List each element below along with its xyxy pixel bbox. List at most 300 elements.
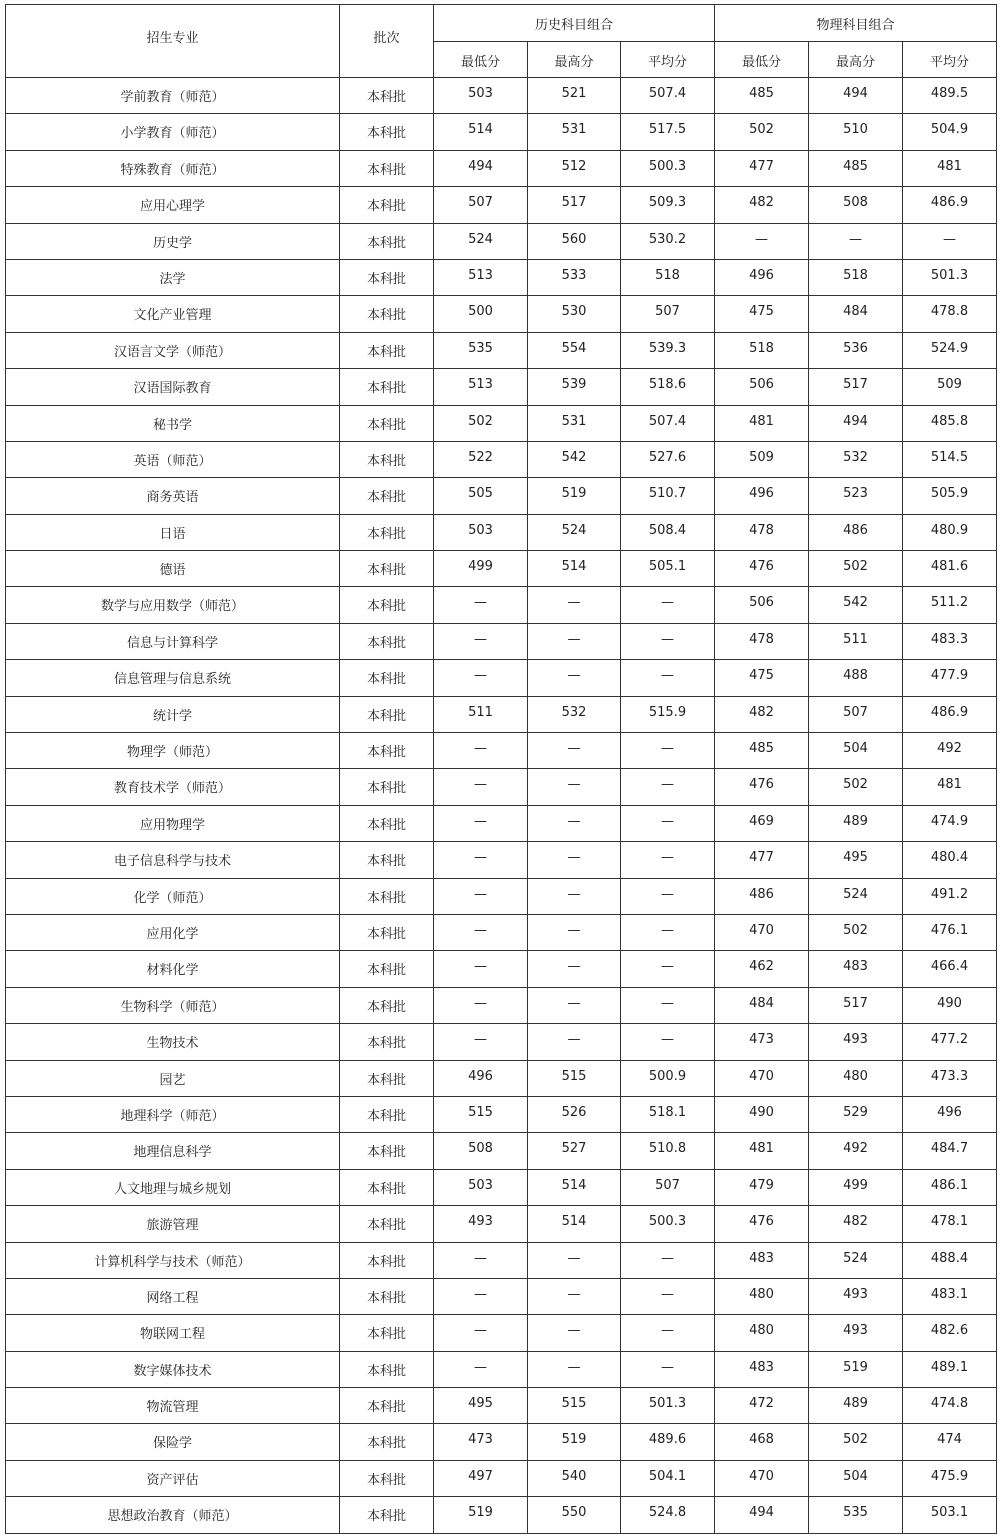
cell-batch: 本科批 <box>340 623 434 659</box>
cell-physics-min: 483 <box>715 1351 809 1387</box>
cell-history-avg: 507.4 <box>621 78 715 114</box>
cell-history-avg: 539.3 <box>621 332 715 368</box>
cell-physics-avg: 474.8 <box>903 1388 997 1424</box>
cell-major: 网络工程 <box>6 1278 340 1314</box>
header-physics-avg: 平均分 <box>903 42 997 78</box>
table-row <box>6 1424 997 1460</box>
cell-history-min: 507 <box>434 187 528 223</box>
cell-history-min: — <box>434 1024 528 1060</box>
cell-physics-min: 470 <box>715 1060 809 1096</box>
cell-history-min: — <box>434 805 528 841</box>
cell-major: 小学教育（师范） <box>6 114 340 150</box>
cell-history-max: — <box>528 587 621 623</box>
cell-history-avg: — <box>621 951 715 987</box>
cell-physics-min: 462 <box>715 951 809 987</box>
cell-history-min: 513 <box>434 259 528 295</box>
cell-major: 历史学 <box>6 223 340 259</box>
cell-physics-min: 468 <box>715 1424 809 1460</box>
cell-batch: 本科批 <box>340 1060 434 1096</box>
cell-history-min: 500 <box>434 296 528 332</box>
table-row <box>6 514 997 550</box>
table-row <box>6 369 997 405</box>
cell-physics-max: 492 <box>809 1133 903 1169</box>
cell-history-max: — <box>528 1242 621 1278</box>
cell-history-max: — <box>528 951 621 987</box>
cell-major: 统计学 <box>6 696 340 732</box>
table-row <box>6 769 997 805</box>
cell-batch: 本科批 <box>340 405 434 441</box>
cell-major: 计算机科学与技术（师范） <box>6 1242 340 1278</box>
cell-physics-max: — <box>809 223 903 259</box>
cell-history-max: 533 <box>528 259 621 295</box>
cell-physics-avg: 485.8 <box>903 405 997 441</box>
cell-history-min: 499 <box>434 551 528 587</box>
cell-batch: 本科批 <box>340 150 434 186</box>
cell-physics-min: 482 <box>715 187 809 223</box>
cell-history-min: 503 <box>434 514 528 550</box>
cell-physics-min: 480 <box>715 1315 809 1351</box>
cell-physics-max: 532 <box>809 441 903 477</box>
cell-physics-avg: 490 <box>903 987 997 1023</box>
cell-physics-min: 502 <box>715 114 809 150</box>
cell-physics-max: 508 <box>809 187 903 223</box>
admission-score-table <box>5 4 997 1534</box>
cell-physics-avg: 489.5 <box>903 78 997 114</box>
table-row <box>6 478 997 514</box>
cell-history-max: 515 <box>528 1060 621 1096</box>
cell-history-max: 515 <box>528 1388 621 1424</box>
cell-physics-max: 524 <box>809 878 903 914</box>
cell-physics-avg: 484.7 <box>903 1133 997 1169</box>
cell-physics-max: 502 <box>809 551 903 587</box>
cell-physics-avg: 483.1 <box>903 1278 997 1314</box>
cell-physics-min: 484 <box>715 987 809 1023</box>
cell-history-min: — <box>434 733 528 769</box>
cell-batch: 本科批 <box>340 1242 434 1278</box>
cell-history-max: — <box>528 660 621 696</box>
cell-batch: 本科批 <box>340 114 434 150</box>
cell-physics-min: 472 <box>715 1388 809 1424</box>
cell-physics-min: 480 <box>715 1278 809 1314</box>
cell-physics-avg: — <box>903 223 997 259</box>
cell-physics-max: 519 <box>809 1351 903 1387</box>
cell-major: 生物科学（师范） <box>6 987 340 1023</box>
cell-history-min: — <box>434 914 528 950</box>
cell-physics-avg: 473.3 <box>903 1060 997 1096</box>
cell-physics-avg: 511.2 <box>903 587 997 623</box>
table-row <box>6 332 997 368</box>
table-body <box>6 78 997 1534</box>
cell-major: 应用物理学 <box>6 805 340 841</box>
table-row <box>6 187 997 223</box>
cell-physics-min: 496 <box>715 259 809 295</box>
cell-history-max: — <box>528 1024 621 1060</box>
cell-history-max: — <box>528 914 621 950</box>
cell-physics-min: 481 <box>715 1133 809 1169</box>
cell-history-max: — <box>528 878 621 914</box>
cell-history-avg: 489.6 <box>621 1424 715 1460</box>
cell-history-min: 496 <box>434 1060 528 1096</box>
cell-major: 化学（师范） <box>6 878 340 914</box>
cell-physics-max: 484 <box>809 296 903 332</box>
cell-history-avg: 507 <box>621 1169 715 1205</box>
cell-history-avg: — <box>621 1315 715 1351</box>
table-row <box>6 1351 997 1387</box>
cell-major: 生物技术 <box>6 1024 340 1060</box>
cell-physics-max: 493 <box>809 1024 903 1060</box>
cell-batch: 本科批 <box>340 914 434 950</box>
cell-major: 汉语国际教育 <box>6 369 340 405</box>
cell-history-min: 502 <box>434 405 528 441</box>
cell-physics-avg: 524.9 <box>903 332 997 368</box>
cell-major: 物理学（师范） <box>6 733 340 769</box>
cell-batch: 本科批 <box>340 478 434 514</box>
table-row <box>6 1278 997 1314</box>
cell-history-min: 511 <box>434 696 528 732</box>
cell-physics-min: 477 <box>715 842 809 878</box>
cell-physics-min: 485 <box>715 733 809 769</box>
cell-physics-min: 478 <box>715 514 809 550</box>
cell-physics-avg: 474.9 <box>903 805 997 841</box>
table-row <box>6 296 997 332</box>
cell-physics-avg: 491.2 <box>903 878 997 914</box>
cell-history-min: — <box>434 1315 528 1351</box>
cell-physics-avg: 505.9 <box>903 478 997 514</box>
cell-batch: 本科批 <box>340 1169 434 1205</box>
cell-physics-min: 494 <box>715 1497 809 1533</box>
cell-physics-avg: 489.1 <box>903 1351 997 1387</box>
cell-physics-max: 485 <box>809 150 903 186</box>
cell-history-min: — <box>434 842 528 878</box>
cell-physics-min: 473 <box>715 1024 809 1060</box>
header-physics-group: 物理科目组合 <box>715 5 997 42</box>
cell-history-max: 530 <box>528 296 621 332</box>
cell-physics-avg: 481 <box>903 150 997 186</box>
cell-physics-avg: 486.9 <box>903 187 997 223</box>
cell-history-avg: 510.8 <box>621 1133 715 1169</box>
cell-batch: 本科批 <box>340 1278 434 1314</box>
cell-physics-max: 517 <box>809 987 903 1023</box>
cell-physics-min: 483 <box>715 1242 809 1278</box>
cell-major: 法学 <box>6 259 340 295</box>
cell-batch: 本科批 <box>340 332 434 368</box>
cell-history-max: 514 <box>528 551 621 587</box>
cell-physics-min: 478 <box>715 623 809 659</box>
cell-batch: 本科批 <box>340 660 434 696</box>
cell-physics-avg: 480.4 <box>903 842 997 878</box>
cell-physics-min: 470 <box>715 1460 809 1496</box>
cell-physics-min: 509 <box>715 441 809 477</box>
cell-physics-max: 493 <box>809 1278 903 1314</box>
cell-physics-avg: 486.9 <box>903 696 997 732</box>
cell-physics-min: 475 <box>715 296 809 332</box>
cell-history-avg: 509.3 <box>621 187 715 223</box>
header-history-min: 最低分 <box>434 42 528 78</box>
cell-batch: 本科批 <box>340 696 434 732</box>
cell-physics-min: 475 <box>715 660 809 696</box>
cell-physics-max: 489 <box>809 1388 903 1424</box>
cell-physics-avg: 488.4 <box>903 1242 997 1278</box>
table-row <box>6 405 997 441</box>
cell-history-avg: — <box>621 1278 715 1314</box>
cell-physics-max: 488 <box>809 660 903 696</box>
table-row <box>6 441 997 477</box>
cell-history-max: — <box>528 769 621 805</box>
cell-batch: 本科批 <box>340 842 434 878</box>
cell-batch: 本科批 <box>340 296 434 332</box>
table-row <box>6 1024 997 1060</box>
cell-physics-min: 481 <box>715 405 809 441</box>
cell-major: 应用心理学 <box>6 187 340 223</box>
cell-history-avg: 517.5 <box>621 114 715 150</box>
cell-major: 物联网工程 <box>6 1315 340 1351</box>
table-row <box>6 1388 997 1424</box>
cell-physics-avg: 514.5 <box>903 441 997 477</box>
table-row <box>6 951 997 987</box>
cell-history-max: — <box>528 1278 621 1314</box>
table-header <box>6 5 997 78</box>
cell-major: 日语 <box>6 514 340 550</box>
cell-history-avg: 500.9 <box>621 1060 715 1096</box>
cell-history-min: 494 <box>434 150 528 186</box>
cell-physics-min: 506 <box>715 587 809 623</box>
cell-history-max: 521 <box>528 78 621 114</box>
table-row <box>6 1133 997 1169</box>
cell-physics-avg: 486.1 <box>903 1169 997 1205</box>
cell-history-max: 527 <box>528 1133 621 1169</box>
cell-physics-min: 479 <box>715 1169 809 1205</box>
cell-physics-min: 470 <box>715 914 809 950</box>
cell-batch: 本科批 <box>340 733 434 769</box>
header-physics-min: 最低分 <box>715 42 809 78</box>
cell-history-avg: 530.2 <box>621 223 715 259</box>
cell-physics-min: 477 <box>715 150 809 186</box>
table-row <box>6 805 997 841</box>
cell-batch: 本科批 <box>340 259 434 295</box>
cell-history-min: 515 <box>434 1096 528 1132</box>
cell-history-max: 550 <box>528 1497 621 1533</box>
cell-physics-min: 482 <box>715 696 809 732</box>
cell-physics-max: 517 <box>809 369 903 405</box>
cell-major: 信息与计算科学 <box>6 623 340 659</box>
table-row <box>6 223 997 259</box>
cell-major: 教育技术学（师范） <box>6 769 340 805</box>
table-row <box>6 842 997 878</box>
cell-history-avg: — <box>621 914 715 950</box>
cell-major: 秘书学 <box>6 405 340 441</box>
cell-history-min: — <box>434 587 528 623</box>
cell-physics-avg: 492 <box>903 733 997 769</box>
table-row <box>6 914 997 950</box>
table-row <box>6 1497 997 1533</box>
cell-batch: 本科批 <box>340 878 434 914</box>
table-row <box>6 660 997 696</box>
cell-major: 物流管理 <box>6 1388 340 1424</box>
cell-history-max: — <box>528 733 621 769</box>
cell-history-avg: — <box>621 878 715 914</box>
cell-physics-min: 506 <box>715 369 809 405</box>
cell-major: 思想政治教育（师范） <box>6 1497 340 1533</box>
cell-physics-avg: 476.1 <box>903 914 997 950</box>
cell-major: 资产评估 <box>6 1460 340 1496</box>
cell-history-avg: 505.1 <box>621 551 715 587</box>
table-row <box>6 114 997 150</box>
cell-history-min: — <box>434 987 528 1023</box>
table-row <box>6 1206 997 1242</box>
cell-history-min: — <box>434 1351 528 1387</box>
cell-history-avg: — <box>621 805 715 841</box>
cell-batch: 本科批 <box>340 587 434 623</box>
cell-history-max: 514 <box>528 1169 621 1205</box>
cell-batch: 本科批 <box>340 769 434 805</box>
cell-physics-min: 476 <box>715 551 809 587</box>
cell-history-max: 540 <box>528 1460 621 1496</box>
cell-physics-min: 486 <box>715 878 809 914</box>
cell-major: 汉语言文学（师范） <box>6 332 340 368</box>
cell-major: 数学与应用数学（师范） <box>6 587 340 623</box>
table-row <box>6 733 997 769</box>
header-batch: 批次 <box>340 5 434 78</box>
cell-physics-avg: 509 <box>903 369 997 405</box>
cell-major: 园艺 <box>6 1060 340 1096</box>
cell-history-avg: — <box>621 733 715 769</box>
table-row <box>6 1242 997 1278</box>
cell-history-min: 535 <box>434 332 528 368</box>
cell-physics-max: 502 <box>809 769 903 805</box>
cell-physics-max: 495 <box>809 842 903 878</box>
cell-physics-max: 499 <box>809 1169 903 1205</box>
cell-batch: 本科批 <box>340 1424 434 1460</box>
cell-history-min: 503 <box>434 1169 528 1205</box>
cell-history-avg: 518.6 <box>621 369 715 405</box>
cell-history-max: — <box>528 1351 621 1387</box>
cell-batch: 本科批 <box>340 1351 434 1387</box>
cell-physics-max: 518 <box>809 259 903 295</box>
cell-physics-avg: 477.2 <box>903 1024 997 1060</box>
cell-physics-max: 511 <box>809 623 903 659</box>
cell-major: 人文地理与城乡规划 <box>6 1169 340 1205</box>
cell-history-max: 554 <box>528 332 621 368</box>
cell-physics-avg: 478.1 <box>903 1206 997 1242</box>
cell-batch: 本科批 <box>340 1315 434 1351</box>
cell-history-min: 522 <box>434 441 528 477</box>
cell-physics-max: 523 <box>809 478 903 514</box>
cell-history-avg: 510.7 <box>621 478 715 514</box>
cell-physics-max: 480 <box>809 1060 903 1096</box>
cell-history-max: 524 <box>528 514 621 550</box>
cell-history-min: 497 <box>434 1460 528 1496</box>
cell-physics-max: 494 <box>809 405 903 441</box>
cell-history-min: — <box>434 1278 528 1314</box>
cell-physics-max: 486 <box>809 514 903 550</box>
cell-physics-min: 518 <box>715 332 809 368</box>
table-row <box>6 878 997 914</box>
cell-batch: 本科批 <box>340 1460 434 1496</box>
table-row <box>6 587 997 623</box>
cell-history-avg: 501.3 <box>621 1388 715 1424</box>
table-row <box>6 551 997 587</box>
table-row <box>6 1315 997 1351</box>
cell-batch: 本科批 <box>340 551 434 587</box>
cell-physics-max: 502 <box>809 1424 903 1460</box>
cell-history-max: 519 <box>528 478 621 514</box>
cell-history-min: 495 <box>434 1388 528 1424</box>
cell-batch: 本科批 <box>340 187 434 223</box>
cell-history-avg: 507.4 <box>621 405 715 441</box>
cell-physics-min: — <box>715 223 809 259</box>
cell-history-max: 531 <box>528 114 621 150</box>
cell-major: 数字媒体技术 <box>6 1351 340 1387</box>
cell-physics-max: 489 <box>809 805 903 841</box>
cell-batch: 本科批 <box>340 1497 434 1533</box>
cell-physics-min: 476 <box>715 1206 809 1242</box>
cell-physics-max: 504 <box>809 1460 903 1496</box>
cell-major: 电子信息科学与技术 <box>6 842 340 878</box>
cell-history-max: — <box>528 805 621 841</box>
cell-physics-min: 485 <box>715 78 809 114</box>
cell-batch: 本科批 <box>340 78 434 114</box>
cell-history-avg: 527.6 <box>621 441 715 477</box>
cell-history-max: 531 <box>528 405 621 441</box>
table-row <box>6 150 997 186</box>
cell-history-avg: 504.1 <box>621 1460 715 1496</box>
cell-major: 地理科学（师范） <box>6 1096 340 1132</box>
cell-major: 旅游管理 <box>6 1206 340 1242</box>
cell-major: 商务英语 <box>6 478 340 514</box>
cell-history-min: 503 <box>434 78 528 114</box>
cell-history-avg: 518.1 <box>621 1096 715 1132</box>
cell-physics-avg: 480.9 <box>903 514 997 550</box>
cell-major: 材料化学 <box>6 951 340 987</box>
cell-physics-max: 542 <box>809 587 903 623</box>
cell-history-avg: — <box>621 769 715 805</box>
cell-history-min: — <box>434 660 528 696</box>
cell-physics-avg: 503.1 <box>903 1497 997 1533</box>
cell-history-min: 519 <box>434 1497 528 1533</box>
cell-major: 保险学 <box>6 1424 340 1460</box>
cell-history-avg: — <box>621 623 715 659</box>
cell-batch: 本科批 <box>340 223 434 259</box>
cell-history-avg: 524.8 <box>621 1497 715 1533</box>
cell-history-avg: — <box>621 1351 715 1387</box>
table-row <box>6 987 997 1023</box>
table-row <box>6 696 997 732</box>
cell-history-avg: 507 <box>621 296 715 332</box>
cell-history-avg: — <box>621 987 715 1023</box>
cell-history-min: 514 <box>434 114 528 150</box>
cell-major: 应用化学 <box>6 914 340 950</box>
cell-physics-avg: 504.9 <box>903 114 997 150</box>
cell-physics-avg: 466.4 <box>903 951 997 987</box>
cell-history-max: — <box>528 1315 621 1351</box>
cell-physics-max: 507 <box>809 696 903 732</box>
table-row <box>6 259 997 295</box>
table-row <box>6 78 997 114</box>
cell-history-min: 524 <box>434 223 528 259</box>
cell-batch: 本科批 <box>340 1024 434 1060</box>
cell-physics-max: 524 <box>809 1242 903 1278</box>
cell-batch: 本科批 <box>340 1388 434 1424</box>
cell-history-max: 532 <box>528 696 621 732</box>
cell-history-min: — <box>434 769 528 805</box>
cell-batch: 本科批 <box>340 987 434 1023</box>
cell-batch: 本科批 <box>340 1133 434 1169</box>
cell-history-avg: 518 <box>621 259 715 295</box>
cell-major: 文化产业管理 <box>6 296 340 332</box>
header-major: 招生专业 <box>6 5 340 78</box>
cell-major: 特殊教育（师范） <box>6 150 340 186</box>
cell-physics-avg: 478.8 <box>903 296 997 332</box>
